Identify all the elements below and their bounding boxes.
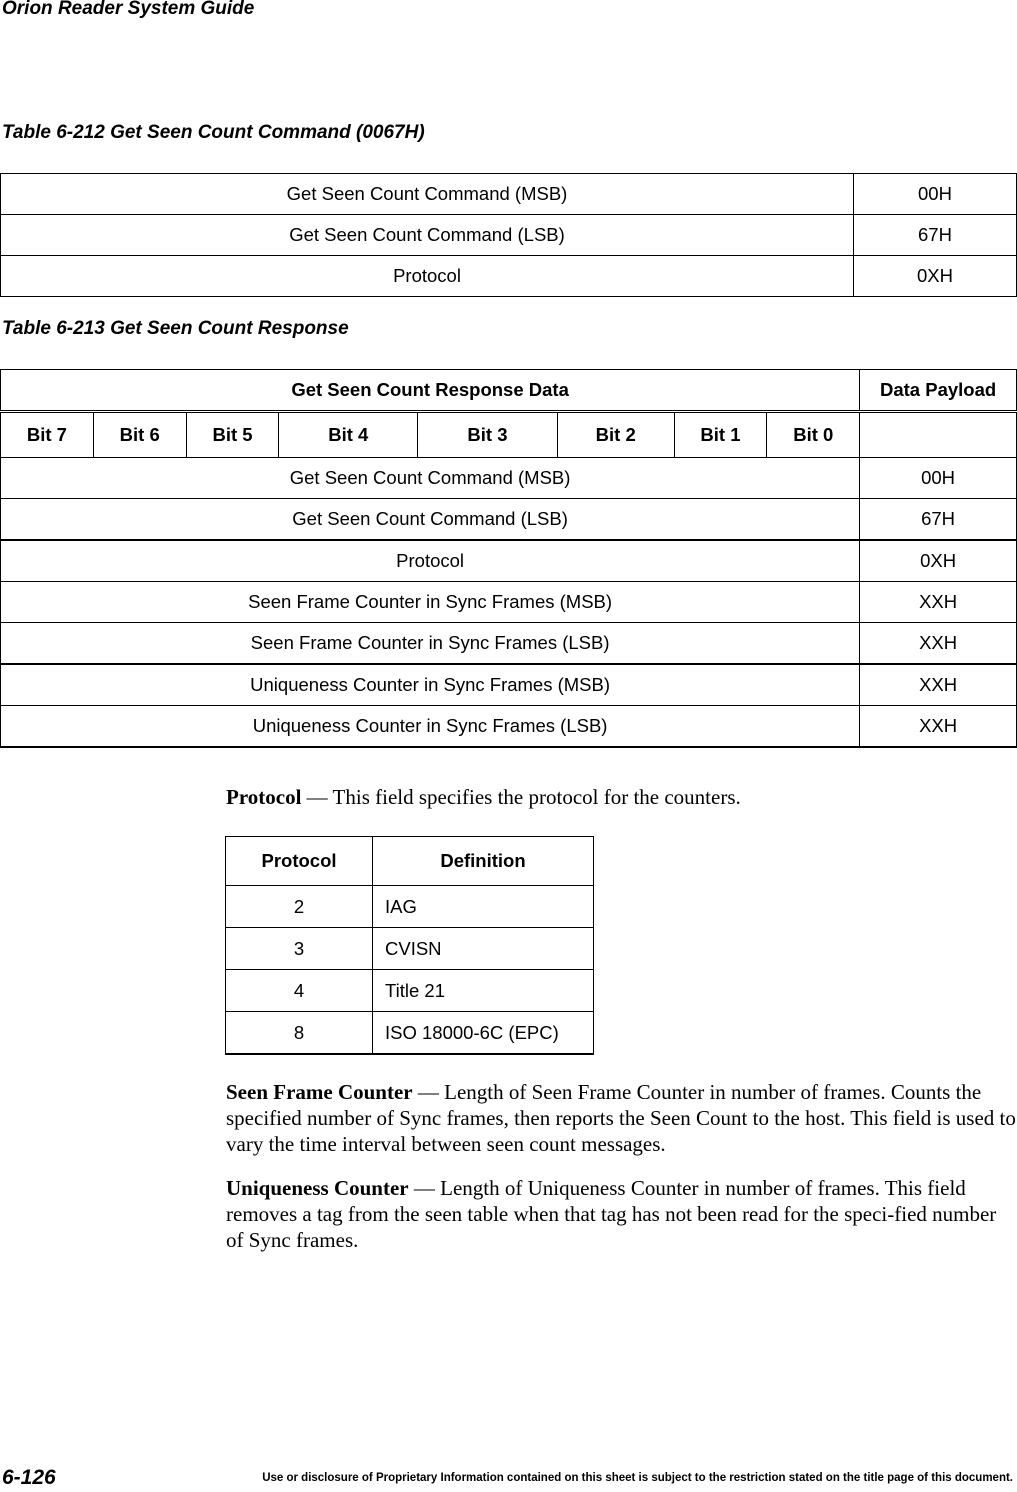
bit-5-cell: Bit 5 [186, 412, 279, 458]
table-row [226, 970, 594, 1012]
em-dash: — [412, 1080, 445, 1104]
table-cell-field: Get Seen Count Command (LSB) [1, 215, 854, 256]
table-header-row [1, 370, 1017, 412]
bit-1-cell: Bit 1 [674, 412, 767, 458]
table-row [1, 540, 1017, 582]
table-cell-value: XXH [860, 706, 1017, 748]
table-cell-field: Get Seen Count Command (MSB) [1, 174, 854, 215]
table-cell-field: Uniqueness Counter in Sync Frames (LSB) [1, 706, 860, 748]
uniqueness-text: Length of Uniqueness Counter in number of frames. This field removes a tag from the seen table when that tag has not been read for the speci-fied number of Sync frames. [226, 1176, 997, 1252]
table-row [1, 499, 1017, 541]
table-cell-field: Get Seen Count Command (MSB) [1, 458, 860, 499]
table-cell-field: Seen Frame Counter in Sync Frames (LSB) [1, 623, 860, 665]
table-row [1, 458, 1017, 499]
page-number: 6-126 [2, 1466, 56, 1489]
table-cell-definition: ISO 18000-6C (EPC) [373, 1012, 594, 1055]
bit-4-cell: Bit 4 [279, 412, 418, 458]
bit-0-cell: Bit 0 [767, 412, 860, 458]
table-cell-value: 0XH [860, 540, 1017, 582]
table-row [1, 582, 1017, 623]
table-cell-value: 0XH [854, 256, 1017, 297]
header-response-data: Get Seen Count Response Data [1, 370, 860, 412]
uniqueness-term: Uniqueness Counter [226, 1176, 409, 1200]
table-213-caption: Table 6-213 Get Seen Count Response [2, 318, 349, 339]
table-cell-protocol: 3 [226, 928, 373, 970]
table-cell-value: XXH [860, 582, 1017, 623]
table-cell-definition: CVISN [373, 928, 594, 970]
uniqueness-paragraph [226, 1175, 1016, 1253]
table-cell-protocol: 2 [226, 886, 373, 928]
table-row [1, 706, 1017, 748]
table-212-caption: Table 6-212 Get Seen Count Command (0067H) [2, 122, 425, 143]
table-row [1, 174, 1017, 215]
seen-frame-term: Seen Frame Counter [226, 1080, 413, 1104]
header-definition: Definition [373, 837, 594, 886]
table-header-row [226, 837, 594, 886]
bit-3-cell: Bit 3 [418, 412, 558, 458]
table-cell-value: 00H [854, 174, 1017, 215]
table-row [1, 215, 1017, 256]
table-row [1, 256, 1017, 297]
table-cell-field: Seen Frame Counter in Sync Frames (MSB) [1, 582, 860, 623]
table-cell-value: XXH [860, 664, 1017, 706]
bits-row [1, 412, 1017, 458]
table-cell-field: Get Seen Count Command (LSB) [1, 499, 860, 541]
running-head: Orion Reader System Guide [2, 0, 255, 19]
bit-6-cell: Bit 6 [93, 412, 186, 458]
payload-empty-cell [860, 412, 1017, 458]
table-213 [0, 369, 1017, 748]
table-cell-protocol: 8 [226, 1012, 373, 1055]
protocol-paragraph [226, 784, 1016, 810]
table-cell-value: 67H [854, 215, 1017, 256]
table-212 [0, 173, 1017, 297]
protocol-definition-table [225, 836, 594, 1055]
table-row [1, 664, 1017, 706]
protocol-term: Protocol [226, 785, 302, 809]
proprietary-notice: Use or disclosure of Proprietary Information contained on this sheet is subject to the restriction stated on the title page of this document. [262, 1472, 1013, 1484]
bit-7-cell: Bit 7 [1, 412, 94, 458]
seen-frame-paragraph [226, 1079, 1016, 1157]
table-cell-field: Uniqueness Counter in Sync Frames (MSB) [1, 664, 860, 706]
table-cell-definition: IAG [373, 886, 594, 928]
table-cell-value: 00H [860, 458, 1017, 499]
em-dash: — [301, 785, 333, 809]
header-data-payload: Data Payload [860, 370, 1017, 412]
bit-2-cell: Bit 2 [557, 412, 674, 458]
table-row [1, 623, 1017, 665]
seen-frame-text: Length of Seen Frame Counter in number of frames. Counts the specified number of Sync frames, then reports the Seen Count to the host. This field is used to vary the time interval between seen count messages. [226, 1080, 1016, 1156]
em-dash: — [408, 1176, 441, 1200]
table-row [226, 1012, 594, 1055]
table-cell-value: 67H [860, 499, 1017, 541]
table-cell-field: Protocol [1, 256, 854, 297]
table-row [226, 886, 594, 928]
table-cell-definition: Title 21 [373, 970, 594, 1012]
table-row [226, 928, 594, 970]
protocol-text: This field specifies the protocol for the counters. [332, 785, 741, 809]
table-cell-field: Protocol [1, 540, 860, 582]
table-cell-value: XXH [860, 623, 1017, 665]
header-protocol: Protocol [226, 837, 373, 886]
table-cell-protocol: 4 [226, 970, 373, 1012]
